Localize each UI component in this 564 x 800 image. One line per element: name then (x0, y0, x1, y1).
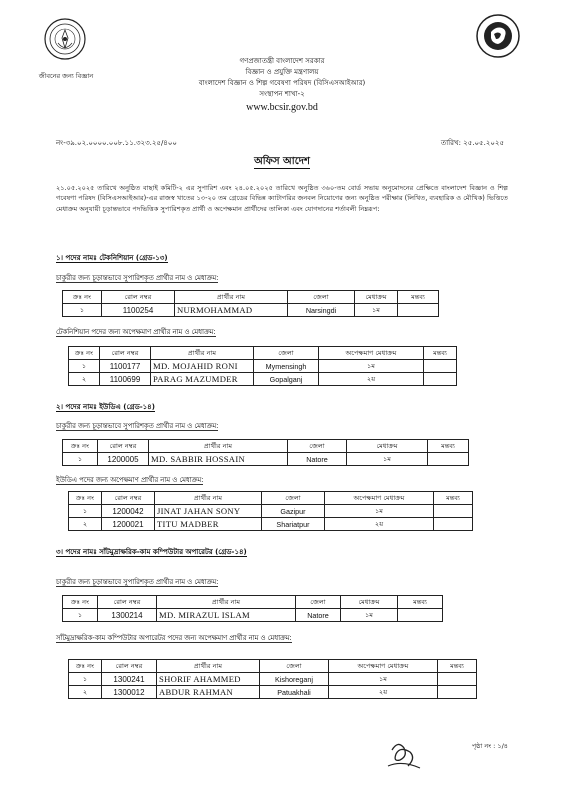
header-line-council: বাংলাদেশ বিজ্ঞান ও শিল্প গবেষণা পরিষদ (বিসিএসআইআর) (198, 79, 366, 87)
cell-roll: 1300241 (102, 673, 157, 686)
cell-merit: ১ম (355, 304, 398, 317)
header-line-branch: সংস্থাপন শাখা-২ (259, 90, 305, 98)
col-merit: মেধাক্রম (341, 596, 398, 609)
cell-remark (398, 304, 439, 317)
col-remark: মন্তব্য (398, 291, 439, 304)
section-1-recommended-table (62, 290, 439, 317)
col-remark: মন্তব্য (398, 596, 443, 609)
col-name: প্রার্থীর নাম (157, 596, 296, 609)
col-remark: মন্তব্য (438, 660, 477, 673)
intro-paragraph: ২১.০৫.২০২৫ তারিখে অনুষ্ঠিত বাছাই কমিটি-২ এর সুপারিশ এবং ২৪.০৫.২০২৫ তারিখে অনুষ্ঠিত ৩৬০-তম বোর্ড সভায় অনুমোদনের প্রেক্ষিতে বাংলাদেশ বিজ্ঞান ও শিল্প গবেষণা পরিষদ (বিসিএসআইআর)-এর রাজস্ব খাতের ১৩-২০ তম গ্রেডের বিভিন্ন ক্যাটাগরির জনবল নিয়োগের জন্য অনুষ্ঠিত পরীক্ষার (লিখিত, ব্যবহারিক ও মৌখিক) ভিত্তিতে মেধাক্রম অনুযায়ী চূড়ান্তভাবে পদভিত্তিক সুপারিশকৃত প্রার্থী ও অপেক্ষমান প্রার্থীদের তালিকা এবং যোগদানের শর্তাবলী নিম্নরূপ: (56, 184, 508, 213)
cell-name: SHORIF AHAMMED (157, 673, 260, 686)
table-row (63, 609, 443, 622)
cell-roll: 1300012 (102, 686, 157, 699)
cell-remark (438, 686, 477, 699)
cell-sl: ১ (63, 609, 98, 622)
col-name: প্রার্থীর নাম (155, 492, 262, 505)
col-roll: রোল নম্বর (102, 291, 175, 304)
section-1-recommended-caption: চাকুরীর জন্য চূড়ান্তভাবে সুপারিশকৃত প্রার্থীর নাম ও মেধাক্রম: (56, 274, 219, 282)
col-district: জেলা (260, 660, 329, 673)
cell-name: PARAG MAZUMDER (151, 373, 254, 386)
col-district: জেলা (296, 596, 341, 609)
cell-remark (424, 360, 457, 373)
page-number: পৃষ্ঠা নং : ১/৪ (471, 742, 508, 750)
col-waiting-merit: অপেক্ষমাণ মেধাক্রম (329, 660, 438, 673)
cell-sl: ২ (69, 686, 102, 699)
cell-district: Natore (288, 453, 347, 466)
logo-caption: জীবনের জন্য বিজ্ঞান (38, 72, 94, 80)
col-district: জেলা (254, 347, 319, 360)
page-title: অফিস আদেশ (254, 156, 310, 167)
section-2-waiting-table (68, 491, 473, 531)
cell-remark (438, 673, 477, 686)
col-roll: রোল নম্বর (102, 492, 155, 505)
cell-sl: ২ (69, 518, 102, 531)
col-sl: ক্রঃ নং (63, 440, 98, 453)
cell-roll: 1200042 (102, 505, 155, 518)
cell-district: Gazipur (262, 505, 325, 518)
section-2-recommended-caption: চাকুরীর জন্য চূড়ান্তভাবে সুপারিশকৃত প্রার্থীর নাম ও মেধাক্রম: (56, 422, 219, 430)
cell-sl: ২ (69, 373, 100, 386)
bcsir-seal-icon (44, 18, 86, 60)
cell-name: TITU MADBER (155, 518, 262, 531)
cell-name: MD. MOJAHID RONI (151, 360, 254, 373)
cell-district: Mymensingh (254, 360, 319, 373)
col-sl: ক্রঃ নং (69, 347, 100, 360)
cell-district: Shariatpur (262, 518, 325, 531)
header-line-govt: গণপ্রজাতন্ত্রী বাংলাদেশ সরকার (239, 57, 325, 65)
col-sl: ক্রঃ নং (69, 660, 102, 673)
memo-number: নং-৩৯.০২.০০০০.০০৮.১১.৩২৩.২৫/৪০০ (56, 139, 177, 147)
section-2-heading: ২। পদের নামঃ ইউডিএ (গ্রেড-১৪) (56, 403, 155, 411)
cell-district: Gopalganj (254, 373, 319, 386)
table-header-row (69, 492, 473, 505)
table-row (63, 304, 439, 317)
col-roll: রোল নম্বর (98, 596, 157, 609)
cell-remark (434, 505, 473, 518)
col-sl: ক্রঃ নং (69, 492, 102, 505)
section-1-waiting-caption: টেকনিশিয়ান পদের জন্য অপেক্ষমাণ প্রার্থীর নাম ও মেধাক্রম: (56, 328, 216, 336)
cell-merit: ১ম (341, 609, 398, 622)
col-merit: মেধাক্রম (355, 291, 398, 304)
col-remark: মন্তব্য (434, 492, 473, 505)
table-row (69, 505, 473, 518)
table-header-row (63, 291, 439, 304)
col-roll: রোল নম্বর (98, 440, 149, 453)
section-3-heading: ৩। পদের নামঃ সাঁটমুদ্রাক্ষরিক-কাম কম্পিউটার অপারেটর (গ্রেড-১৪) (56, 548, 247, 556)
col-name: প্রার্থীর নাম (157, 660, 260, 673)
table-row (69, 518, 473, 531)
cell-name: MD. MIRAZUL ISLAM (157, 609, 296, 622)
table-row (69, 673, 477, 686)
table-header-row (69, 660, 477, 673)
header-line-ministry: বিজ্ঞান ও প্রযুক্তি মন্ত্রণালয় (245, 68, 319, 76)
letterhead (130, 56, 434, 115)
section-2-waiting-caption: ইউডিএ পদের জন্য অপেক্ষমাণ প্রার্থীর নাম ও মেধাক্রম: (56, 476, 204, 484)
col-name: প্রার্থীর নাম (149, 440, 288, 453)
cell-district: Natore (296, 609, 341, 622)
col-waiting-merit: অপেক্ষমাণ মেধাক্রম (319, 347, 424, 360)
col-waiting-merit: অপেক্ষমাণ মেধাক্রম (325, 492, 434, 505)
cell-merit: ১ম (325, 505, 434, 518)
table-header-row (69, 347, 457, 360)
memo-date: তারিখ: ২৫.০৫.২০২৫ (440, 139, 504, 147)
table-row (69, 360, 457, 373)
cell-sl: ১ (69, 360, 100, 373)
cell-roll: 1200005 (98, 453, 149, 466)
section-3-recommended-caption: চাকুরীর জন্য চূড়ান্তভাবে সুপারিশকৃত প্রার্থীর নাম ও মেধাক্রম: (56, 578, 219, 586)
col-name: প্রার্থীর নাম (175, 291, 288, 304)
cell-merit: ১ম (319, 360, 424, 373)
col-remark: মন্তব্য (428, 440, 469, 453)
col-district: জেলা (262, 492, 325, 505)
cell-roll: 1300214 (98, 609, 157, 622)
col-district: জেলা (288, 291, 355, 304)
section-3-recommended-table (62, 595, 443, 622)
cell-merit: ২য় (329, 686, 438, 699)
col-merit: মেধাক্রম (347, 440, 428, 453)
table-header-row (63, 440, 469, 453)
cell-remark (428, 453, 469, 466)
government-emblem-icon (476, 14, 520, 58)
signature-icon (384, 736, 424, 774)
col-name: প্রার্থীর নাম (151, 347, 254, 360)
website-link[interactable]: www.bcsir.gov.bd (246, 102, 318, 113)
section-2-recommended-table (62, 439, 469, 466)
col-sl: ক্রঃ নং (63, 291, 102, 304)
section-3-waiting-table (68, 659, 477, 699)
col-district: জেলা (288, 440, 347, 453)
cell-sl: ১ (63, 453, 98, 466)
section-3-waiting-caption: সাঁটমুদ্রাক্ষরিক-কাম কম্পিউটার অপারেটর পদের জন্য অপেক্ষমাণ প্রার্থীর নাম ও মেধাক্রম: (56, 634, 292, 642)
cell-sl: ১ (63, 304, 102, 317)
cell-name: MD. SABBIR HOSSAIN (149, 453, 288, 466)
col-sl: ক্রঃ নং (63, 596, 98, 609)
table-row (63, 453, 469, 466)
cell-district: Patuakhali (260, 686, 329, 699)
cell-merit: ১ম (329, 673, 438, 686)
cell-roll: 1100177 (100, 360, 151, 373)
cell-remark (434, 518, 473, 531)
cell-merit: ১ম (347, 453, 428, 466)
table-row (69, 373, 457, 386)
col-remark: মন্তব্য (424, 347, 457, 360)
cell-district: Narsingdi (288, 304, 355, 317)
cell-district: Kishoreganj (260, 673, 329, 686)
cell-sl: ১ (69, 673, 102, 686)
cell-roll: 1100699 (100, 373, 151, 386)
table-header-row (63, 596, 443, 609)
cell-roll: 1200021 (102, 518, 155, 531)
col-roll: রোল নম্বর (102, 660, 157, 673)
cell-remark (424, 373, 457, 386)
cell-merit: ২য় (325, 518, 434, 531)
cell-sl: ১ (69, 505, 102, 518)
cell-remark (398, 609, 443, 622)
cell-roll: 1100254 (102, 304, 175, 317)
section-1-heading: ১। পদের নামঃ টেকনিশিয়ান (গ্রেড-১৩) (56, 254, 168, 262)
cell-merit: ২য় (319, 373, 424, 386)
section-1-waiting-table (68, 346, 457, 386)
cell-name: ABDUR RAHMAN (157, 686, 260, 699)
cell-name: NURMOHAMMAD (175, 304, 288, 317)
cell-name: JINAT JAHAN SONY (155, 505, 262, 518)
table-row (69, 686, 477, 699)
col-roll: রোল নম্বর (100, 347, 151, 360)
